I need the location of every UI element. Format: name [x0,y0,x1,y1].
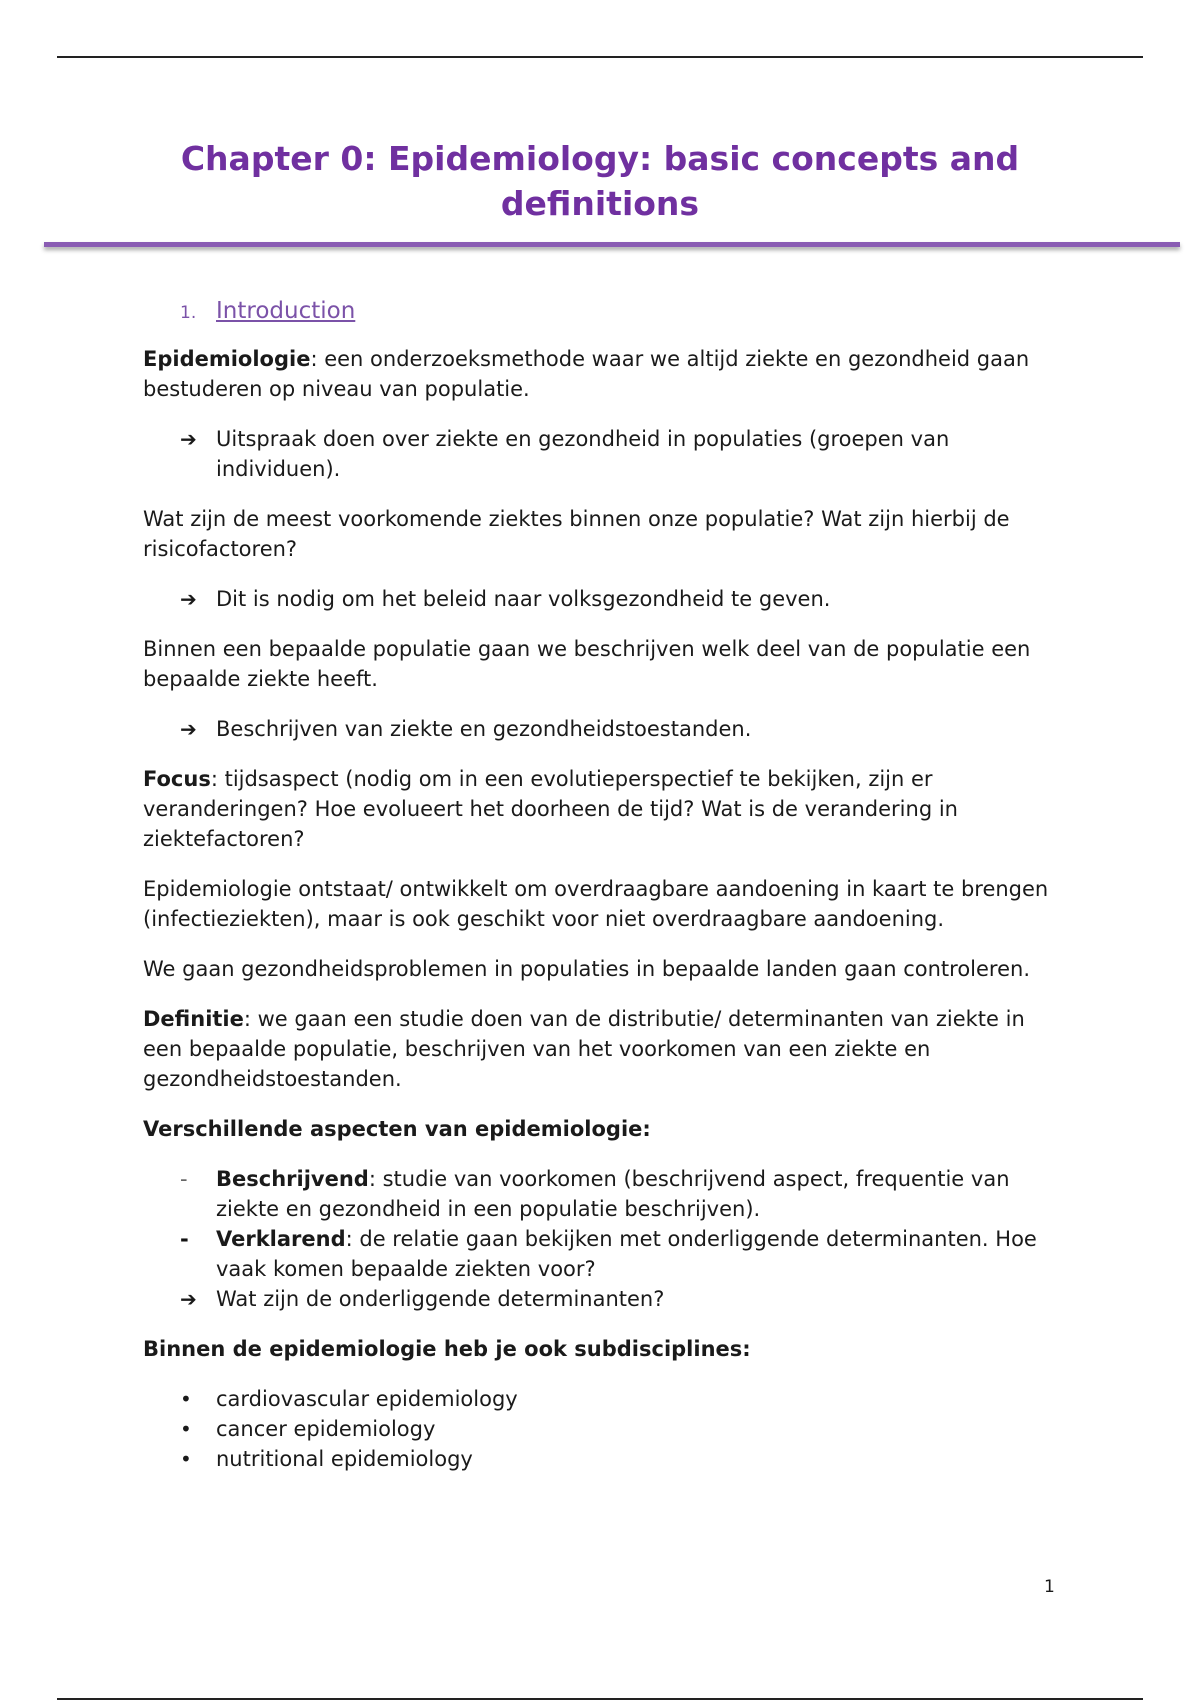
arrow-right-icon: ➔ [180,427,197,451]
section-number: 1. [180,303,197,323]
paragraph: Wat zijn de meest voorkomende ziektes binnen onze populatie? Wat zijn hierbij de risicofactoren? [143,507,1010,561]
arrow-right-icon: ➔ [180,1287,197,1311]
paragraph-focus: Focus: tijdsaspect (nodig om in een evolutieperspectief te bekijken, zijn er veranderingen? Hoe evolueert het doorheen de tijd? Wat is de verandering in ziektefactoren? [143,767,958,851]
list-item: ➔ Beschrijven van ziekte en gezondheidstoestanden. [143,714,1063,744]
bullet-icon: • [180,1417,192,1441]
list-item: - Beschrijvend: studie van voorkomen (beschrijvend aspect, frequentie van ziekte en gezondheid in een populatie beschrijven). [143,1164,1063,1224]
dash-bullet-icon: - [180,1227,189,1251]
document-body [143,296,1063,1494]
list-item: ➔ Wat zijn de onderliggende determinanten? [143,1284,1063,1314]
aspects-list [143,1164,1063,1314]
paragraph: Epidemiologie ontstaat/ ontwikkelt om overdraagbare aandoening in kaart te brengen (infectieziekten), maar is ook geschikt voor niet overdraagbare aandoening. [143,877,1049,931]
term-definitie: Definitie [143,1007,244,1031]
dash-bullet-icon: - [180,1167,188,1191]
arrow-list [143,714,1063,744]
arrow-right-icon: ➔ [180,717,197,741]
arrow-right-icon: ➔ [180,587,197,611]
bullet-icon: • [180,1387,192,1411]
arrow-list [143,584,1063,614]
list-item: ➔ Uitspraak doen over ziekte en gezondheid in populaties (groepen van individuen). [143,424,1063,484]
paragraph-epidemiologie: Epidemiologie: een onderzoeksmethode waar we altijd ziekte en gezondheid gaan bestuderen op niveau van populatie. [143,347,1030,401]
list-item: • cardiovascular epidemiology [143,1384,1063,1414]
bullet-icon: • [180,1447,192,1471]
list-item: - Verklarend: de relatie gaan bekijken met onderliggende determinanten. Hoe vaak komen bepaalde ziekten voor? [143,1224,1063,1284]
paragraph: We gaan gezondheidsproblemen in populaties in bepaalde landen gaan controleren. [143,957,1031,981]
paragraph-definitie: Definitie: we gaan een studie doen van de distributie/ determinanten van ziekte in een bepaalde populatie, beschrijven van het voorkomen van een ziekte en gezondheidstoestanden. [143,1007,1025,1091]
page-title: Chapter 0: Epidemiology: basic concepts and definitions [180,139,1020,223]
list-item: • nutritional epidemiology [143,1444,1063,1474]
page-number: 1 [1044,1577,1055,1597]
term-focus: Focus [143,767,211,791]
list-item: • cancer epidemiology [143,1414,1063,1444]
section-heading [180,296,1063,328]
term-epidemiologie: Epidemiologie [143,347,311,371]
list-item: ➔ Dit is nodig om het beleid naar volksgezondheid te geven. [143,584,1063,614]
paragraph: Binnen een bepaalde populatie gaan we beschrijven welk deel van de populatie een bepaalde ziekte heeft. [143,637,1031,691]
subdisciplines-list [143,1384,1063,1474]
title-underline [44,242,1180,247]
subheading-subdisciplines: Binnen de epidemiologie heb je ook subdisciplines: [143,1337,751,1361]
header-rule [57,56,1143,58]
arrow-list [143,424,1063,484]
section-link-introduction[interactable]: Introduction [216,298,356,324]
subheading-aspects: Verschillende aspecten van epidemiologie: [143,1117,651,1141]
